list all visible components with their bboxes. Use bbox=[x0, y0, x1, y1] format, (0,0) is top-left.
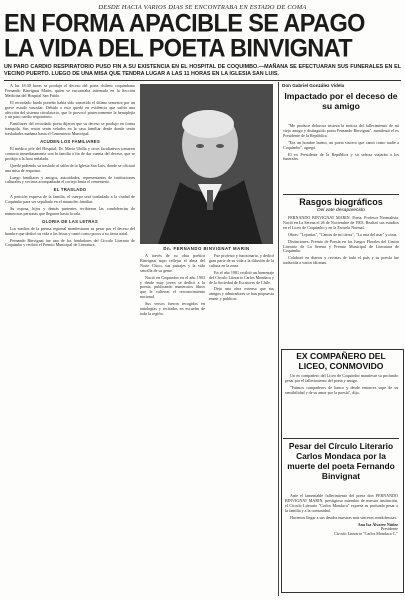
ex-companero-body bbox=[285, 374, 398, 436]
paragraph: El recordado bardo porteño había sido sometido el último semestre por un grave estado vascular. Debido a esto quedó en evidencia que sufría una afección del sistema circulatorio, que le provocó posteriormente la hemiplejía y un paro cardio respiratorio. bbox=[5, 99, 135, 120]
photo-caption: Dn. FERNANDO BINVIGNAT MARIN bbox=[163, 246, 250, 251]
paragraph: Fue profesor y funcionario, y dedicó gran parte de su vida a la difusión de la cultura en la zona. bbox=[209, 254, 274, 268]
subhead-traslado: EL TRASLADO bbox=[53, 187, 87, 193]
paragraph: El ex Presidente de la República y su señora viajarán a los funerales. bbox=[283, 151, 399, 162]
paragraph: Hacemos llegar a sus deudos nuestras más sinceras condolencias. bbox=[290, 514, 397, 520]
subhead-familiares: ACUDEN LOS FAMILIARES bbox=[40, 139, 100, 145]
pesar-body bbox=[285, 494, 398, 590]
portrait-illustration bbox=[140, 84, 273, 244]
byline: Don Gabriel González Videla bbox=[282, 83, 345, 88]
column-divider bbox=[278, 82, 279, 596]
paragraph: Distinciones: Premio de Poesía en los Juegos Florales del Centro Literario de La Serena y Premio Municipal de Literatura de Coquimbo. bbox=[283, 238, 399, 254]
paragraph: "Era un hombre bueno, un poeta sincero que cantó como nadie a Coquimbo", agregó. bbox=[283, 139, 399, 150]
paragraph: A las 18:30 horas se produjo el deceso del poeta chileno coquimbano Fernando Binvignat Marin, quien se encontraba internado en la Sección Medicina del Hospital San Pablo. bbox=[5, 84, 135, 98]
paragraph: Colaboró en diarios y revistas de todo el país y su poesía fue traducida a varios idiomas. bbox=[283, 255, 399, 266]
ex-companero-headline: EX COMPAÑERO DEL LICEO, CONMOVIDO bbox=[296, 351, 386, 371]
rasgos-subhead: Del vate desaparecido bbox=[317, 208, 365, 213]
deck: UN PARO CARDIO RESPIRATORIO PUSO FIN A SU EXISTENCIA EN EL HOSPITAL DE COQUIMBO.—MAÑANA SE EFECTUARAN SUS FUNERALES EN EL VECINO PUERTO. LUEGO DE UNA MISA QUE TENDRA LUGAR A LAS 11 HORAS EN LA IGLESIA SAN LUIS. bbox=[4, 64, 401, 77]
rasgos-headline: Rasgos biográficos bbox=[299, 197, 383, 207]
kicker: DESDE HACIA VARIOS DIAS SE ENCONTRABA EN ESTADO DE COMA bbox=[98, 4, 307, 11]
paragraph: "Me produce dolorosa tristeza la noticia del fallecimiento de mi viejo amigo y distinguido poeta Fernando Binvignat", manifestó el ex Presidente de la República. bbox=[283, 124, 399, 138]
paragraph: Nació en Coquimbo en el año 1903 y desde muy joven se dedicó a la poesía, publicando numerosos libros que le valieron el reconocimiento nacional. bbox=[140, 274, 205, 300]
portrait-photo bbox=[140, 84, 273, 244]
paragraph: Deja una obra extensa que sus amigos y admiradores se han propuesto reunir y publicar. bbox=[209, 286, 274, 302]
signature-org: Círculo Literario "Carlos Mondaca C." bbox=[334, 531, 398, 537]
subhead-gloria: GLORIA DE LAS LETRAS bbox=[42, 218, 98, 224]
signature-name: Ana Isa Álvarez Núñez bbox=[357, 521, 398, 527]
pesar-headline: Pesar del Círculo Literario Carlos Mondaca por la muerte del poeta Fernando Binvignat bbox=[287, 441, 395, 481]
paragraph: "Fuimos compañeros de banco y desde entonces supe de su sensibilidad y de su amor por la poesía", dijo. bbox=[285, 384, 398, 395]
section-rule bbox=[283, 194, 399, 195]
paragraph: FERNANDO BINVIGNAT MARIN. Poeta, Profesor Normalista. Nació en La Serena el 26 de Noviembre de 1903. Realizó sus estudios en el Liceo de Coquimbo y en la Escuela Normal. bbox=[283, 216, 399, 230]
paragraph: Ante el lamentable fallecimiento del poeta don FERNANDO BINVIGNAT MARIN, prestigioso miembro de nuestra institución, el Círculo Literario "Carlos Mondaca" expresa su profundo pesar a la familia y a la comunidad. bbox=[285, 494, 398, 513]
signature-role: Presidente bbox=[380, 526, 398, 532]
paragraph: El médico jefe del Hospital, Dr. Mario Ubilla y otros facultativos tomaron contacto inmediatamente con la familia a fin de dar cuenta del deceso, que se produjo a la hora señalada. bbox=[5, 145, 135, 161]
headline-line-1: EN FORMA APACIBLE SE APAGO bbox=[4, 8, 365, 37]
paragraph: Un ex compañero del Liceo de Coquimbo manifestó su profundo pesar por el fallecimiento del poeta y amigo. bbox=[285, 374, 398, 383]
paragraph: Familiares del recordado poeta dijeron que su deceso se produjo en forma tranquila. Sus restos serán velados en la casa familiar desde donde serán trasladados mañana hasta el Cementerio Municipal. bbox=[5, 121, 135, 137]
top-rule bbox=[4, 80, 401, 81]
main-column-3 bbox=[209, 254, 274, 596]
paragraph: Sus versos fueron recogidos en antologías y recitados en escuelas de toda la región. bbox=[140, 301, 205, 316]
paragraph: Quedó pidiendo su traslado al salón de la Iglesia San Luis, donde se oficiará una misa de responso. bbox=[5, 162, 135, 173]
impactado-body bbox=[283, 124, 399, 194]
paragraph: A petición expresa de la familia, el cuerpo será trasladado a la ciudad de Coquimbo para ser sepultado en el mausoleo familiar. bbox=[5, 194, 135, 205]
section-rule bbox=[283, 438, 399, 439]
paragraph: Fernando Binvignat fue uno de los fundadores del Círculo Literario de Coquimbo y recibió el Premio Municipal de Literatura. bbox=[5, 237, 135, 248]
main-column-1 bbox=[5, 84, 135, 596]
main-column-2 bbox=[140, 254, 205, 596]
paragraph: A través de su obra poética Binvignat supo reflejar el alma del Norte Chico, sus paisajes y la vida sencilla de su gente. bbox=[140, 254, 205, 273]
paragraph: Su esposa, hijos y demás parientes recibieron las condolencias de numerosas personas que llegaron hasta la sala. bbox=[5, 206, 135, 216]
paragraph: Los medios de la prensa regional manifestaron su pesar por el deceso del hombre que dedicó su vida a las letras y cantó como pocos a su tierra natal. bbox=[5, 225, 135, 236]
paragraph: Luego familiares y amigos, autoridades, representantes de instituciones culturales y vecinos acompañarán el cortejo hasta el cementerio. bbox=[5, 174, 135, 185]
paragraph: En el año 1981 recibió un homenaje del Círculo Literario Carlos Mondaca y de la Sociedad de Escritores de Chile. bbox=[209, 269, 274, 285]
paragraph: Obras: "Lejanías", "Cantos de mi tierra", "La ruta del mar" y otras. bbox=[288, 231, 398, 237]
headline-line-2: LA VIDA DEL POETA BINVIGNAT bbox=[4, 33, 353, 62]
impactado-headline: Impactado por el deceso de su amigo bbox=[284, 91, 398, 111]
rasgos-body bbox=[283, 216, 399, 344]
